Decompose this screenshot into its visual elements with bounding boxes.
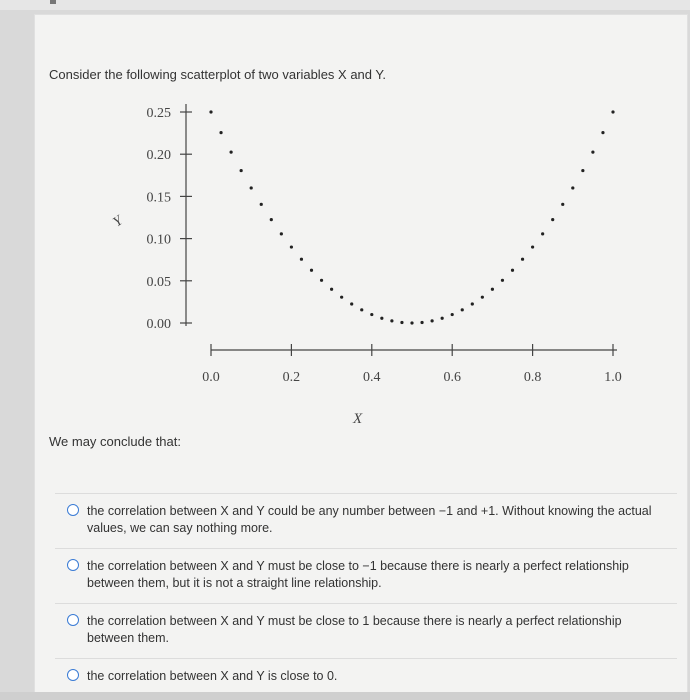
data-point: [400, 321, 403, 324]
option-close-to-zero[interactable]: [55, 658, 677, 696]
data-point: [431, 319, 434, 322]
data-point: [481, 296, 484, 299]
data-point: [290, 245, 293, 248]
data-point: [551, 218, 554, 221]
x-tick-label: 0.4: [363, 370, 381, 385]
option-label: the correlation between X and Y must be close to 1 because there is nearly a perfect relationship between them.: [87, 614, 622, 645]
data-point: [209, 110, 212, 113]
bottom-bar: [0, 692, 690, 700]
x-axis: [202, 344, 622, 385]
data-point: [521, 258, 524, 261]
y-tick-label: 0.00: [146, 317, 171, 332]
data-point: [219, 131, 222, 134]
y-axis: [147, 104, 193, 332]
data-point: [451, 313, 454, 316]
data-point: [370, 313, 373, 316]
data-point: [501, 279, 504, 282]
x-axis-label: X: [353, 411, 363, 425]
x-tick-label: 0.2: [282, 370, 301, 385]
x-tick-label: 0.8: [523, 370, 542, 385]
data-point: [441, 317, 444, 320]
y-axis-label: Y: [110, 213, 126, 231]
data-point: [561, 203, 564, 206]
data-point: [230, 150, 233, 153]
data-point: [310, 269, 313, 272]
answer-options: [55, 493, 677, 696]
data-point: [280, 232, 283, 235]
data-point: [601, 131, 604, 134]
option-any-number[interactable]: [55, 493, 677, 548]
data-point: [330, 288, 333, 291]
data-point: [390, 319, 393, 322]
data-point: [340, 296, 343, 299]
data-point: [420, 321, 423, 324]
data-point: [240, 169, 243, 172]
radio-button[interactable]: [67, 559, 79, 571]
radio-button[interactable]: [67, 669, 79, 681]
radio-button[interactable]: [67, 614, 79, 626]
top-strip: [0, 0, 690, 10]
option-label: the correlation between X and Y is close to 0.: [87, 669, 338, 683]
data-point: [511, 269, 514, 272]
data-points: [209, 110, 614, 324]
data-point: [250, 186, 253, 189]
y-tick-label: 0.20: [146, 148, 171, 164]
top-mark: [50, 0, 56, 4]
data-point: [591, 150, 594, 153]
data-point: [260, 203, 263, 206]
option-close-to-one[interactable]: [55, 603, 677, 658]
option-label: the correlation between X and Y must be close to −1 because there is nearly a perfect relationship between them, but it is not a straight line relationship.: [87, 559, 629, 590]
y-tick-label: 0.15: [146, 190, 171, 206]
data-point: [491, 288, 494, 291]
data-point: [461, 308, 464, 311]
data-point: [471, 302, 474, 305]
data-point: [380, 317, 383, 320]
y-tick-label: 0.25: [146, 106, 171, 121]
question-card: [34, 14, 688, 700]
data-point: [611, 110, 614, 113]
data-point: [350, 302, 353, 305]
prompt-text: We may conclude that:: [49, 434, 181, 449]
data-point: [531, 245, 534, 248]
data-point: [300, 258, 303, 261]
scatterplot: [35, 15, 687, 425]
radio-button[interactable]: [67, 504, 79, 516]
x-tick-label: 1.0: [604, 370, 622, 385]
option-label: the correlation between X and Y could be any number between −1 and +1. Without knowing the actual values, we can say nothing more.: [87, 504, 652, 535]
x-tick-label: 0.6: [443, 370, 461, 385]
x-tick-label: 0.0: [202, 370, 220, 385]
data-point: [581, 169, 584, 172]
y-tick-label: 0.10: [146, 232, 171, 248]
question-text: Consider the following scatterplot of two variables X and Y.: [49, 67, 386, 82]
data-point: [410, 321, 413, 324]
option-close-to-negative-one[interactable]: [55, 548, 677, 603]
data-point: [270, 218, 273, 221]
data-point: [320, 279, 323, 282]
data-point: [571, 186, 574, 189]
data-point: [541, 232, 544, 235]
y-tick-label: 0.05: [146, 274, 171, 290]
data-point: [360, 308, 363, 311]
